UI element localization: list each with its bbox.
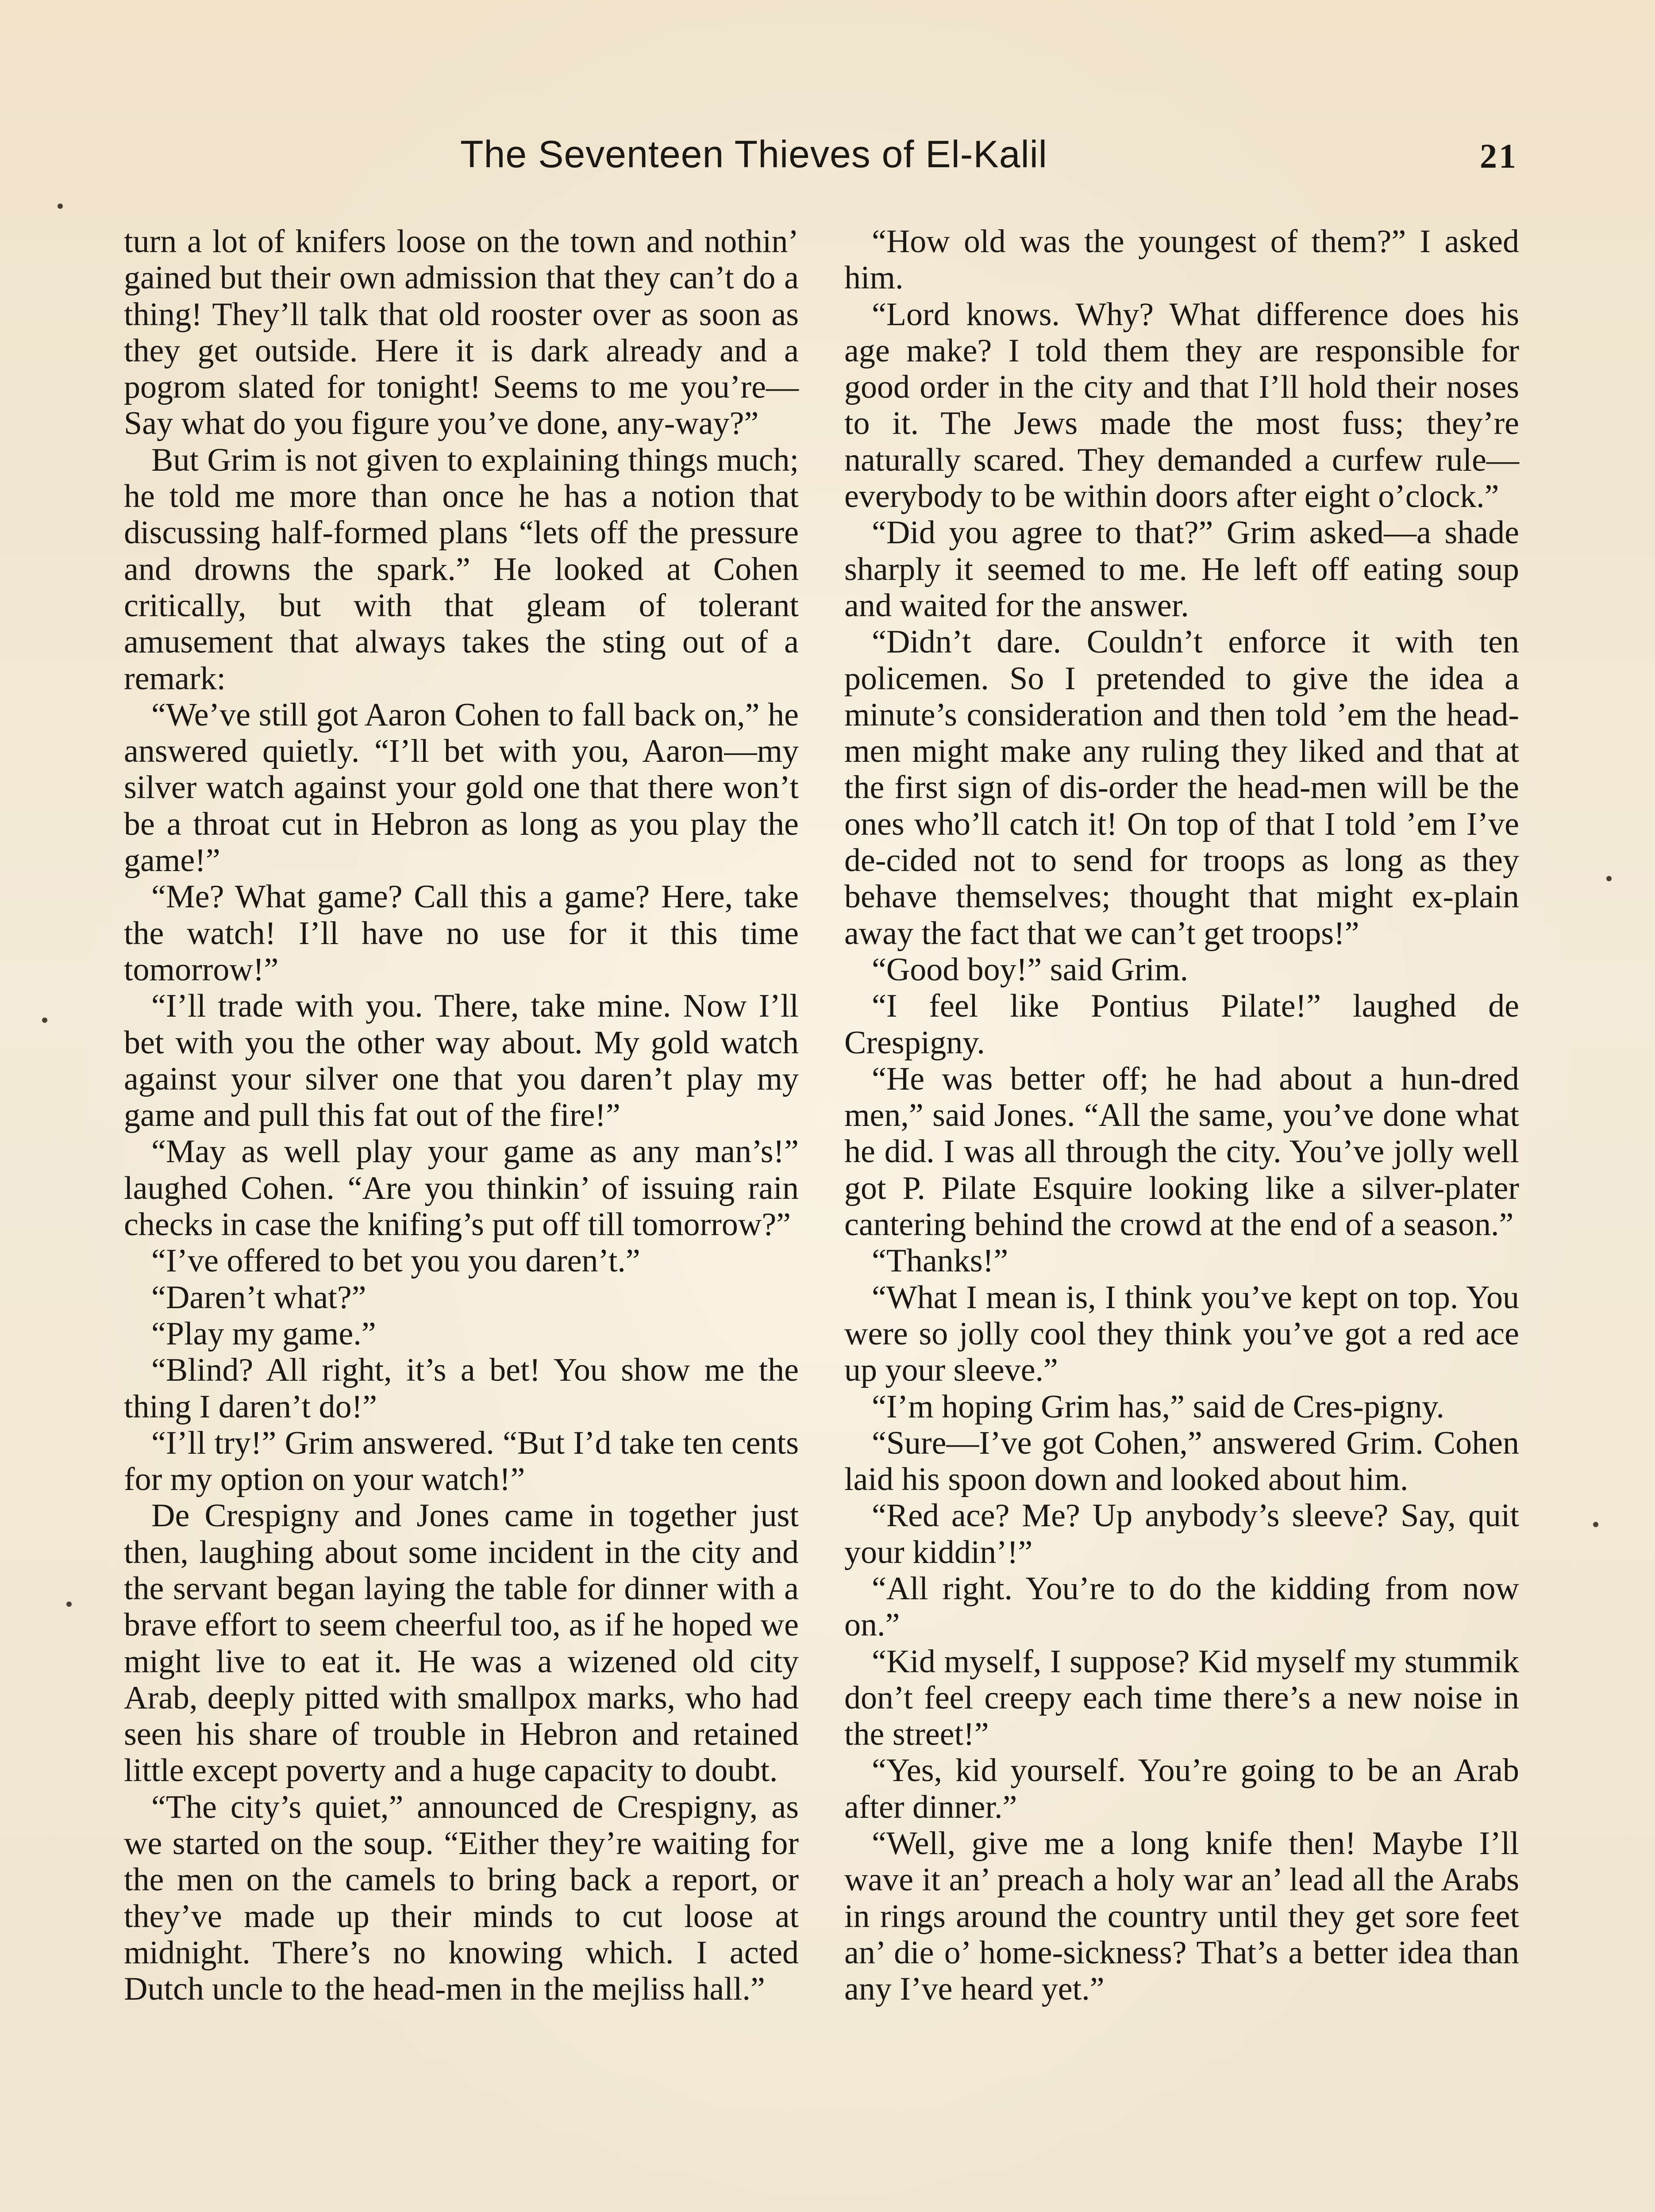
paragraph: “May as well play your game as any man’s!” laughed Cohen. “Are you thinkin’ of issuing rain checks in case the knifing’s put off till tomorrow?” — [124, 1133, 799, 1243]
paragraph: “We’ve still got Aaron Cohen to fall back on,” he answered quietly. “I’ll bet with you, Aaron—my silver watch against your gold one that there won’t be a throat cut in Hebron as long as you play the game!” — [124, 696, 799, 879]
page-header — [124, 133, 1518, 199]
paragraph: “Lord knows. Why? What difference does his age make? I told them they are responsible for good order in the city and that I’ll hold their noses to it. The Jews made the most fuss; they’re naturally scared. They demanded a curfew rule—everybody to be within doors after eight o’clock.” — [844, 296, 1519, 515]
paragraph: “Didn’t dare. Couldn’t enforce it with ten policemen. So I pretended to give the idea a minute’s consideration and then told ’em the head-men might make any ruling they liked and that at the first sign of dis-order the head-men will be the ones who’ll catch it! On top of that I told ’em I’ve de-cided not to send for troops as long as they behave themselves; thought that might ex-plain away the fact that we can’t get troops!” — [844, 624, 1519, 952]
paragraph: “Blind? All right, it’s a bet! You show me the thing I daren’t do!” — [124, 1352, 799, 1425]
running-title: The Seventeen Thieves of El-Kalil — [460, 133, 1047, 176]
paragraph: “I’m hoping Grim has,” said de Cres-pigny. — [872, 1388, 1445, 1425]
paragraph: “What I mean is, I think you’ve kept on top. You were so jolly cool they think you’ve got a red ace up your sleeve.” — [844, 1279, 1519, 1389]
paragraph: “All right. You’re to do the kidding from now on.” — [844, 1570, 1519, 1644]
paragraph: “How old was the youngest of them?” I asked him. — [844, 223, 1519, 296]
paragraph: “Well, give me a long knife then! Maybe I’ll wave it an’ preach a holy war an’ lead all the Arabs in rings around the country until they get sore feet an’ die o’ home-sickness? That’s a better idea than any I’ve heard yet.” — [844, 1825, 1519, 2008]
paragraph: But Grim is not given to explaining things much; he told me more than once he has a notion that discussing half-formed plans “lets off the pressure and drowns the spark.” He looked at Cohen critically, but with that gleam of tolerant amusement that always takes the sting out of a remark: — [124, 442, 799, 697]
paragraph: “I feel like Pontius Pilate!” laughed de Crespigny. — [844, 988, 1519, 1061]
paragraph: “I’ll try!” Grim answered. “But I’d take ten cents for my option on your watch!” — [124, 1425, 799, 1498]
paragraph: “I’ve offered to bet you you daren’t.” — [151, 1243, 640, 1279]
paragraph: “Play my game.” — [151, 1315, 376, 1352]
paper-speck — [1606, 876, 1612, 881]
paragraph: “Good boy!” said Grim. — [872, 951, 1189, 988]
paper-speck — [58, 204, 63, 209]
paragraph: De Crespigny and Jones came in together just then, laughing about some incident in the city and the servant began laying the table for dinner with a brave effort to seem cheerful too, as if he hoped we might live to eat it. He was a wizened old city Arab, deeply pitted with smallpox marks, who had seen his share of trouble in Hebron and retained little except poverty and a huge capacity to doubt. — [124, 1498, 799, 1789]
paragraph: “Yes, kid yourself. You’re going to be an Arab after dinner.” — [844, 1752, 1519, 1825]
paragraph: “He was better off; he had about a hun-dred men,” said Jones. “All the same, you’ve done what he did. I was all through the city. You’ve jolly well got P. Pilate Esquire looking like a silver-plater cantering behind the crowd at the end of a season.” — [844, 1060, 1519, 1243]
paper-speck — [42, 1018, 47, 1023]
right-text-column — [844, 223, 1519, 2008]
paragraph: “Sure—I’ve got Cohen,” answered Grim. Cohen laid his spoon down and looked about him. — [844, 1425, 1519, 1498]
left-text-column — [124, 223, 799, 2008]
page-number: 21 — [1480, 137, 1518, 175]
paragraph: “Me? What game? Call this a game? Here, take the watch! I’ll have no use for it this time tomorrow!” — [124, 879, 799, 988]
paper-speck — [66, 1601, 72, 1607]
paragraph: turn a lot of knifers loose on the town and nothin’ gained but their own admission that they can’t do a thing! They’ll talk that old rooster over as soon as they get outside. Here it is dark already and a pogrom slated for tonight! Seems to me you’re— Say what do you figure you’ve done, any-way?” — [124, 223, 799, 442]
paper-speck — [1593, 1522, 1598, 1527]
paragraph: “Red ace? Me? Up anybody’s sleeve? Say, quit your kiddin’!” — [844, 1498, 1519, 1571]
paragraph: “Thanks!” — [872, 1243, 1008, 1279]
paragraph: “Did you agree to that?” Grim asked—a shade sharply it seemed to me. He left off eating soup and waited for the answer. — [844, 515, 1519, 624]
paragraph: “I’ll trade with you. There, take mine. Now I’ll bet with you the other way about. My gold watch against your silver one that you daren’t play my game and pull this fat out of the fire!” — [124, 988, 799, 1134]
paragraph: “The city’s quiet,” announced de Crespigny, as we started on the soup. “Either they’re waiting for the men on the camels to bring back a report, or they’ve made up their minds to cut loose at midnight. There’s no knowing which. I acted Dutch uncle to the head-men in the mejliss hall.” — [124, 1789, 799, 2008]
paragraph: “Kid myself, I suppose? Kid myself my stummik don’t feel creepy each time there’s a new noise in the street!” — [844, 1643, 1519, 1753]
paragraph: “Daren’t what?” — [151, 1279, 366, 1316]
